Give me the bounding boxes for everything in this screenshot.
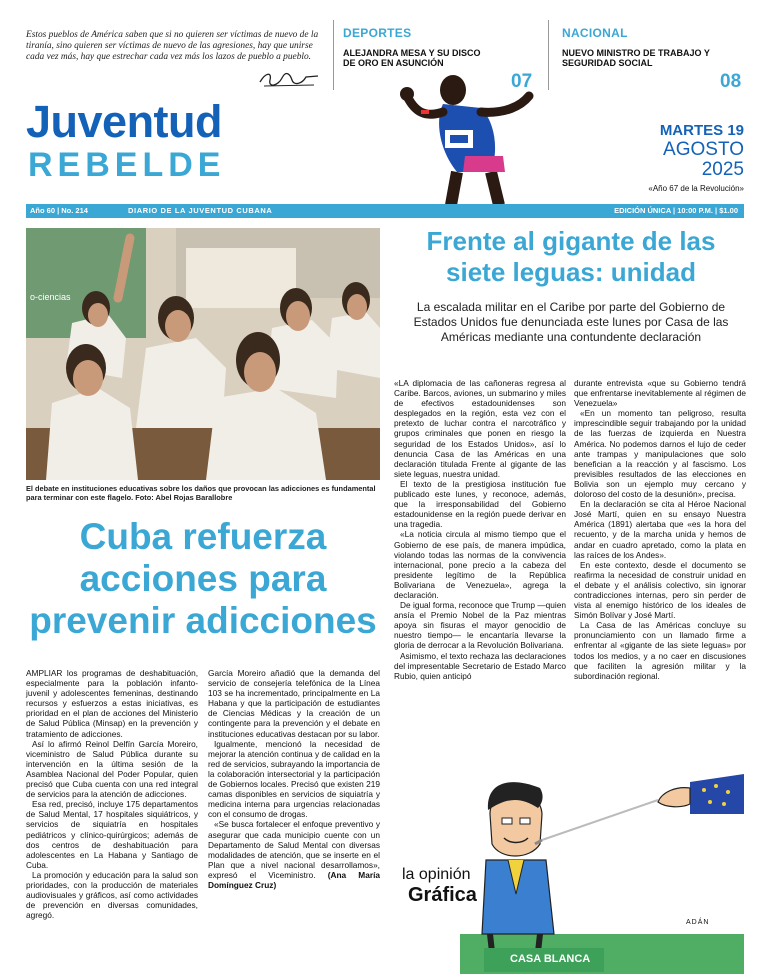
paragraph: «La noticia circula al mismo tiempo que el Gobierno de ese país, de manera impúdica, violando todas las normas de la convivencia internacional, pone precio a la cabeza del presidente legítimo de la República Bolivariana de Venezuela», agrega la declaración. [394,529,566,600]
paragraph: La Casa de las Américas concluye su pronunciamiento con un llamado firme a enfrentar al «gigante de las siete leguas» por todos los medios, y a no caer en discusiones que faciliten la agresión militar y la subordinación regional. [574,620,746,681]
photo-sign: o-ciencias [30,292,71,302]
masthead-band [26,204,744,218]
divider [548,20,549,90]
teaser-text: NUEVO MINISTRO DE TRABAJO Y SEGURIDAD SOCIAL [562,48,710,68]
classroom-photo-icon [26,228,380,480]
teaser-page-number: 07 [511,71,533,92]
teaser-nacional[interactable] [562,26,746,92]
masthead-juventud: Juventud [26,96,223,147]
byline: (Ana María Domínguez Cruz) [208,869,380,890]
paragraph: Esa red, precisó, incluye 175 departamentos de Salud Mental, 17 hospitales siquiátricos, y servicios de siquiatría en hospitales pediátricos y clínico-quirúrgicos; además de dos centros de deshabituación para adolescentes en La Habana y Santiago de Cuba. [26,799,198,870]
casa-blanca-sign: CASA BLANCA [484,948,604,972]
leader-quote: Estos pueblos de América saben que si no quieren ser víctimas de nuevo de la tiranía, sino quieren ser víctimas de nuevo de las agresiones, hay que unirse cada vez más, hay que estrechar cada vez más los lazos de pueblo a pueblo. [26,30,319,62]
paragraph: En este contexto, desde el documento se reafirma la necesidad de construir unidad en el debate y el análisis colectivo, sin ignorar contradicciones internas, pero sin perder de vista al enemigo histórico de los ideales de Simón Bolívar y José Martí. [574,559,746,621]
date-month: AGOSTO [663,139,744,160]
athlete-icon [395,60,535,205]
cartoon-artist: ADÁN [686,919,710,926]
paragraph-text: «Se busca fortalecer el enfoque preventivo y asegurar que cada municipio cuente con un Departamento de Salud Mental con diversas modalidades de atención, que se inserte en el Plan que a nivel nacional desarrollamos», expresó el Viceministro. [208,819,380,880]
date-year: 2025 [701,159,744,180]
divider [333,20,334,90]
paragraph: De igual forma, reconoce que Trump —quien ansía el Premio Nobel de la Paz mientras apoya sin fisuras el mayor genocidio de nuestro tiempo— le encantaría llevarse la gloria de derrocar a la Revolución Bolivariana. [394,600,566,651]
paragraph: AMPLIAR los programas de deshabituación, especialmente para la población infanto-juvenil y adolescentes femeninas, destinando recursos y esfuerzos a estas iniciativas, es prioridad en el plan de acciones del Ministerio de Salud Pública (Minsap) en la prevención y tratamiento de adicciones. [26,668,198,739]
teaser-section: NACIONAL [562,26,628,40]
paragraph: Asimismo, el texto rechaza las declaraciones del impresentable Secretario de Estado Marco Rubio, quien anticipó [394,650,566,681]
date-day: MARTES 19 [659,122,744,139]
paragraph: La promoción y educación para la salud son prioridades, con la producción de materiales audiovisuales y gráficos, así como actividades de prevención en diversas comunidades, agregó. [26,869,198,921]
paragraph: García Moreiro añadió que la demanda del servicio de consejería telefónica de la Línea 103 se ha incrementado, principalmente en La Habana y que la participación de estudiantes de Ciencias Médicas y la creación de un contingente para la prevención y el debate en instituciones educativas destacan por su labor. [208,668,380,739]
opinion-title-line1: la opinión [402,866,471,883]
paragraph: Igualmente, mencionó la necesidad de mejorar la atención continua y de calidad en la red de servicios, subrayando la importancia de la colaboración intersectorial y la participación de Gobiernos locales. Precisó que existen 219 camas disponibles en servicios de siquiatría y medicina interna para urgencias relacionadas con el consumo de drogas. [208,738,380,820]
signature-icon [256,68,322,90]
motto: DIARIO DE LA JUVENTUD CUBANA [128,206,273,215]
paragraph [208,819,380,890]
masthead-rebelde: REBELDE [28,146,226,184]
headline-unidad[interactable]: Frente al gigante de las siete leguas: unidad [426,226,716,287]
article-column [26,668,198,920]
classroom-photo [26,228,380,480]
article-column [394,378,566,681]
article-column [208,668,380,890]
edition-info: EDICIÓN ÚNICA | 10:00 P.M. | $1.00 [614,206,738,215]
teaser-text: ALEJANDRA MESA Y SU DISCO DE ORO EN ASUNCIÓN [343,48,481,68]
headline-adicciones[interactable]: Cuba refuerza acciones para prevenir adicciones [29,516,377,641]
teaser-section: DEPORTES [343,26,412,40]
teaser-page-number: 08 [720,71,742,92]
issue-number: Año 60 | No. 214 [30,206,88,215]
opinion-title-line2: Gráfica [408,884,477,906]
year-note: «Año 67 de la Revolución» [648,184,744,193]
paragraph: En la declaración se cita al Héroe Nacional José Martí, quien en su ensayo Nuestra América (1891) alertaba que «es la hora del recuento, y de la marcha unida y hemos de andar en cuadro apretado, como la plata en las raíces de los Andes». [574,499,746,560]
top-strip [0,0,768,92]
paragraph: Así lo afirmó Reinol Delfín García Moreiro, viceministro de Salud Pública durante su intervención en la última sesión de la Asamblea Nacional del Poder Popular, quien precisó que Cuba cuenta con una red integral de servicios para la atención de adicciones. [26,738,198,800]
paragraph: «LA diplomacia de las cañoneras regresa al Caribe. Barcos, aviones, un submarino y miles de efectivos estadounidenses son desplegados en la región, esta vez con el pretexto de luchar contra el narcotráfico y grupos criminales que ponen en riesgo la seguridad de los Estados Unidos», así lo denuncia Casa de las Américas en una declaración titulada Frente al gigante de las siete leguas, nuestra unidad. [394,378,566,479]
paragraph: «En un momento tan peligroso, resulta imprescindible seguir trabajando por la unidad de las fuerzas de izquierda en Nuestra América. No podemos darnos el lujo de ceder ante trampas y manipulaciones que solo benefician a la reacción y al fascismo. Los previsibles resultados de las elecciones en Bolivia son un ejemplo muy cercano y doloroso del costo de la desunión», precisa. [574,408,746,500]
paragraph: durante entrevista «que su Gobierno tendrá que enfrentarse inevitablemente al régimen de Venezuela» [574,378,746,409]
photo-caption: El debate en instituciones educativas sobre los daños que provocan las adicciones es fundamental para terminar con este flagelo. Foto: Abel Rojas Barallobre [26,484,376,502]
paragraph: El texto de la prestigiosa institución fue publicado este lunes, y reconoce, además, que la irresponsabilidad del Gobierno estadounidense en la región puede derivar en una tragedia. [394,478,566,530]
article-column [574,378,746,681]
deck: La escalada militar en el Caribe por parte del Gobierno de Estados Unidos fue denunciada este lunes por Casa de las Américas mediante una contundente declaración [413,300,729,344]
